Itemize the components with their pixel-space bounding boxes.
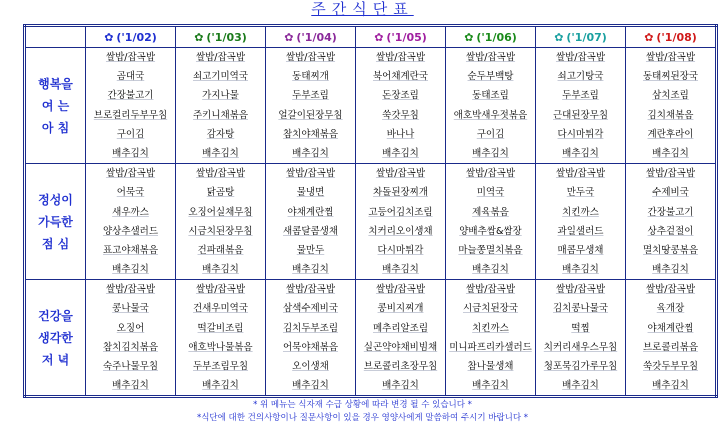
menu-item: 매콤무생채 — [557, 244, 604, 256]
menu-item: 물냉면 — [296, 187, 325, 199]
menu-item: 쑥갓두부무침 — [642, 361, 699, 372]
menu-cell — [356, 48, 446, 164]
menu-cell — [536, 48, 626, 164]
day-header-6 — [536, 26, 626, 48]
flower-icon: ✿ — [374, 30, 384, 44]
day-header-1 — [86, 26, 176, 48]
menu-item: 시금치된장무침 — [188, 225, 253, 237]
menu-item: 쌀밥/잡곡밥 — [285, 52, 336, 63]
menu-item: 메추리알조림 — [372, 322, 429, 334]
menu-item: 배추김치 — [382, 147, 419, 159]
menu-item: 바나나 — [386, 128, 415, 140]
day-date: ('1/05) — [386, 30, 427, 44]
meal-row — [25, 48, 717, 164]
menu-item: 배추김치 — [202, 380, 239, 392]
meal-label-line: 정성이 — [38, 192, 73, 207]
menu-item: 쌀밥/잡곡밥 — [465, 168, 516, 180]
menu-item: 치커리새우스무침 — [543, 341, 618, 353]
day-header-row — [25, 26, 717, 48]
day-date: ('1/02) — [116, 30, 157, 44]
menu-cell — [626, 48, 717, 164]
meal-label-line: 가득한 — [38, 214, 73, 229]
day-header-5 — [446, 26, 536, 48]
menu-item: 애호박새우젓볶음 — [453, 109, 528, 121]
menu-cell — [446, 48, 536, 164]
menu-item: 닭곰탕 — [206, 187, 235, 199]
meal-label — [25, 280, 86, 397]
menu-item: 떡갈비조림 — [197, 322, 244, 334]
menu-item: 순두부백탕 — [467, 71, 514, 83]
menu-item: 배추김치 — [292, 147, 329, 159]
menu-item: 배추김치 — [382, 264, 419, 276]
day-date: ('1/07) — [566, 30, 607, 44]
page-title: 주간식단표 — [311, 0, 414, 18]
menu-item: 상추겉절이 — [647, 225, 694, 237]
menu-cell — [266, 280, 356, 397]
menu-cell — [536, 280, 626, 397]
menu-item: 가지나물 — [202, 90, 239, 102]
menu-item: 쌀밥/잡곡밥 — [645, 52, 696, 63]
menu-item: 오이생채 — [292, 361, 329, 372]
menu-cell — [446, 164, 536, 280]
menu-cell — [536, 164, 626, 280]
menu-item: 참나물생채 — [467, 361, 514, 372]
menu-item: 쌀밥/잡곡밥 — [105, 168, 156, 180]
day-date: ('1/06) — [476, 30, 517, 44]
menu-item: 쌀밥/잡곡밥 — [105, 284, 156, 296]
menu-item: 간장불고기 — [107, 90, 154, 102]
day-header-2 — [176, 26, 266, 48]
menu-item: 쌀밥/잡곡밥 — [555, 52, 606, 63]
menu-item: 어묵야채볶음 — [282, 341, 339, 353]
meal-label-line: 행복을 — [38, 76, 73, 91]
menu-item: 두부조림무침 — [192, 361, 249, 372]
menu-item: 참치야채볶음 — [282, 128, 339, 140]
menu-item: 애호박나물볶음 — [188, 341, 253, 353]
menu-item: 야채계란찜 — [647, 322, 694, 334]
menu-cell — [356, 280, 446, 397]
menu-item: 쌀밥/잡곡밥 — [195, 52, 246, 63]
menu-cell — [626, 164, 717, 280]
meal-label — [25, 48, 86, 164]
menu-item: 양배추쌈&쌈장 — [459, 225, 522, 237]
menu-item: 콩비지찌개 — [377, 303, 424, 315]
menu-item: 배추김치 — [202, 147, 239, 159]
menu-item: 김치콩나물국 — [552, 303, 609, 315]
menu-cell — [176, 164, 266, 280]
meal-label-line: 아 침 — [41, 120, 70, 135]
menu-item: 배추김치 — [382, 380, 419, 392]
header-corner — [25, 26, 86, 48]
menu-item: 쌀밥/잡곡밥 — [375, 168, 426, 180]
meal-label-line: 건강을 — [38, 308, 73, 323]
menu-item: 마늘쫑멸치볶음 — [458, 244, 523, 256]
menu-item: 건파래볶음 — [197, 244, 244, 256]
day-date: ('1/04) — [296, 30, 337, 44]
menu-item: 쌀밥/잡곡밥 — [195, 284, 246, 296]
menu-item: 간장불고기 — [647, 206, 694, 218]
meal-label-line: 여 는 — [41, 98, 70, 113]
menu-item: 다시마튀각 — [557, 128, 604, 140]
menu-cell — [446, 280, 536, 397]
menu-cell — [626, 280, 717, 397]
menu-item: 배추김치 — [112, 380, 149, 392]
menu-item: 배추김치 — [472, 264, 509, 276]
menu-item: 구이김 — [476, 128, 505, 140]
day-header-7 — [626, 26, 717, 48]
meal-label-line: 저 녁 — [41, 352, 70, 367]
menu-item: 배추김치 — [652, 147, 689, 159]
meal-label — [25, 164, 86, 280]
menu-cell — [86, 164, 176, 280]
menu-item: 청포묵김가루무침 — [543, 361, 618, 372]
meal-label-line: 생각한 — [38, 330, 73, 345]
menu-item: 수제비국 — [652, 187, 689, 199]
menu-item: 쌀밥/잡곡밥 — [285, 168, 336, 180]
menu-item: 새콤달콤생채 — [282, 225, 339, 237]
meal-label-line: 점 심 — [41, 236, 70, 251]
menu-item: 쑥갓무침 — [382, 109, 419, 121]
menu-item: 쌀밥/잡곡밥 — [465, 284, 516, 296]
menu-item: 삼치조림 — [652, 90, 689, 102]
meal-row — [25, 164, 717, 280]
menu-item: 쌀밥/잡곡밥 — [555, 168, 606, 180]
meal-rows — [25, 48, 717, 397]
menu-item: 어묵국 — [116, 187, 145, 199]
menu-item: 쌀밥/잡곡밥 — [285, 284, 336, 296]
menu-item: 돈장조림 — [382, 90, 419, 102]
day-date: ('1/08) — [656, 30, 697, 44]
menu-item: 곰대국 — [116, 71, 145, 83]
flower-icon: ✿ — [554, 30, 564, 44]
menu-item: 참치김치볶음 — [102, 341, 159, 353]
menu-item: 북어채계란국 — [372, 71, 429, 83]
menu-item: 배추김치 — [112, 147, 149, 159]
menu-item: 동태찌된장국 — [642, 71, 699, 83]
menu-item: 근대된장무침 — [552, 109, 609, 121]
menu-item: 멸치땅콩볶음 — [642, 244, 699, 256]
flower-icon: ✿ — [104, 30, 114, 44]
menu-item: 배추김치 — [202, 264, 239, 276]
menu-item: 쌀밥/잡곡밥 — [375, 52, 426, 63]
menu-item: 쌀밥/잡곡밥 — [195, 168, 246, 180]
weekly-menu-table — [23, 24, 718, 398]
menu-item: 김치채볶음 — [647, 109, 694, 121]
menu-item: 배추김치 — [562, 147, 599, 159]
menu-item: 쌀밥/잡곡밥 — [645, 284, 696, 296]
menu-item: 동태조림 — [472, 90, 509, 102]
menu-item: 오징어 — [116, 322, 145, 334]
menu-item: 치킨까스 — [472, 322, 509, 334]
menu-item: 주키니채볶음 — [192, 109, 249, 121]
menu-item: 배추김치 — [652, 264, 689, 276]
menu-item: 표고야채볶음 — [102, 244, 159, 256]
menu-item: 다시마튀각 — [377, 244, 424, 256]
menu-item: 배추김치 — [472, 380, 509, 392]
menu-item: 양상추샐러드 — [102, 225, 159, 237]
menu-item: 치커리오이생채 — [368, 225, 433, 237]
menu-item: 미역국 — [476, 187, 505, 199]
menu-item: 물만두 — [296, 244, 325, 256]
menu-item: 삼색수제비국 — [282, 303, 339, 315]
flower-icon: ✿ — [284, 30, 294, 44]
menu-cell — [176, 280, 266, 397]
menu-item: 브로콜리초장무침 — [363, 361, 438, 372]
menu-item: 떡찜 — [571, 322, 590, 334]
menu-item: 배추김치 — [112, 264, 149, 276]
menu-item: 쌀밥/잡곡밥 — [375, 284, 426, 296]
menu-item: 고등어김치조림 — [368, 206, 433, 218]
menu-item: 치킨까스 — [562, 206, 599, 218]
menu-item: 쇠고기미역국 — [192, 71, 249, 83]
menu-item: 만두국 — [566, 187, 595, 199]
menu-cell — [266, 48, 356, 164]
menu-item: 시금치된장국 — [462, 303, 519, 315]
menu-item: 쇠고기탕국 — [557, 71, 604, 83]
menu-item: 두부조림 — [292, 90, 329, 102]
menu-item: 쌀밥/잡곡밥 — [105, 52, 156, 63]
menu-item: 육개장 — [656, 303, 685, 315]
menu-item: 콩나물국 — [112, 303, 149, 315]
menu-item: 구이김 — [116, 128, 145, 140]
menu-item: 쌀밥/잡곡밥 — [465, 52, 516, 63]
menu-cell — [176, 48, 266, 164]
day-date: ('1/03) — [206, 30, 247, 44]
menu-item: 계란후라이 — [647, 128, 694, 140]
menu-item: 배추김치 — [562, 264, 599, 276]
menu-item: 야채계란찜 — [287, 206, 334, 218]
menu-item: 배추김치 — [472, 147, 509, 159]
menu-item: 두부조림 — [562, 90, 599, 102]
flower-icon: ✿ — [644, 30, 654, 44]
menu-item: 감자탕 — [206, 128, 235, 140]
menu-item: 동태찌개 — [292, 71, 329, 83]
menu-item: 실곤약야채비빔채 — [363, 341, 438, 353]
menu-item: 김치두부조림 — [282, 322, 339, 334]
menu-item: 숙주나물무침 — [102, 361, 159, 372]
menu-item: 오징어실채무침 — [188, 206, 253, 218]
menu-cell — [356, 164, 446, 280]
notice-contact: *식단에 대한 건의사항이나 질문사항이 있을 경우 영양사에게 말씀하여 주시기 바랍니다 * — [196, 413, 529, 423]
menu-cell — [86, 48, 176, 164]
menu-item: 얼갈이된장무침 — [278, 109, 343, 121]
day-header-3 — [266, 26, 356, 48]
flower-icon: ✿ — [194, 30, 204, 44]
notice-change: * 위 메뉴는 식자재 수급 상황에 따라 변경 될 수 있습니다 * — [253, 400, 472, 410]
menu-item: 배추김치 — [652, 380, 689, 392]
menu-item: 배추김치 — [292, 264, 329, 276]
menu-item: 과일샐러드 — [557, 225, 604, 237]
menu-item: 배추김치 — [292, 380, 329, 392]
flower-icon: ✿ — [464, 30, 474, 44]
meal-row — [25, 280, 717, 397]
menu-item: 브로컬리두부무침 — [93, 109, 168, 121]
menu-item: 쌀밥/잡곡밥 — [555, 284, 606, 296]
menu-item: 쌀밥/잡곡밥 — [645, 168, 696, 180]
menu-item: 브로콜리볶음 — [642, 341, 699, 353]
menu-cell — [266, 164, 356, 280]
menu-item: 차돌된장찌개 — [372, 187, 429, 199]
menu-item: 제육볶음 — [472, 206, 509, 218]
day-header-4 — [356, 26, 446, 48]
menu-item: 배추김치 — [562, 380, 599, 392]
menu-cell — [86, 280, 176, 397]
menu-item: 미니파프리카샐러드 — [449, 341, 532, 353]
menu-item: 건새우미역국 — [192, 303, 249, 315]
menu-item: 새우까스 — [112, 206, 149, 218]
